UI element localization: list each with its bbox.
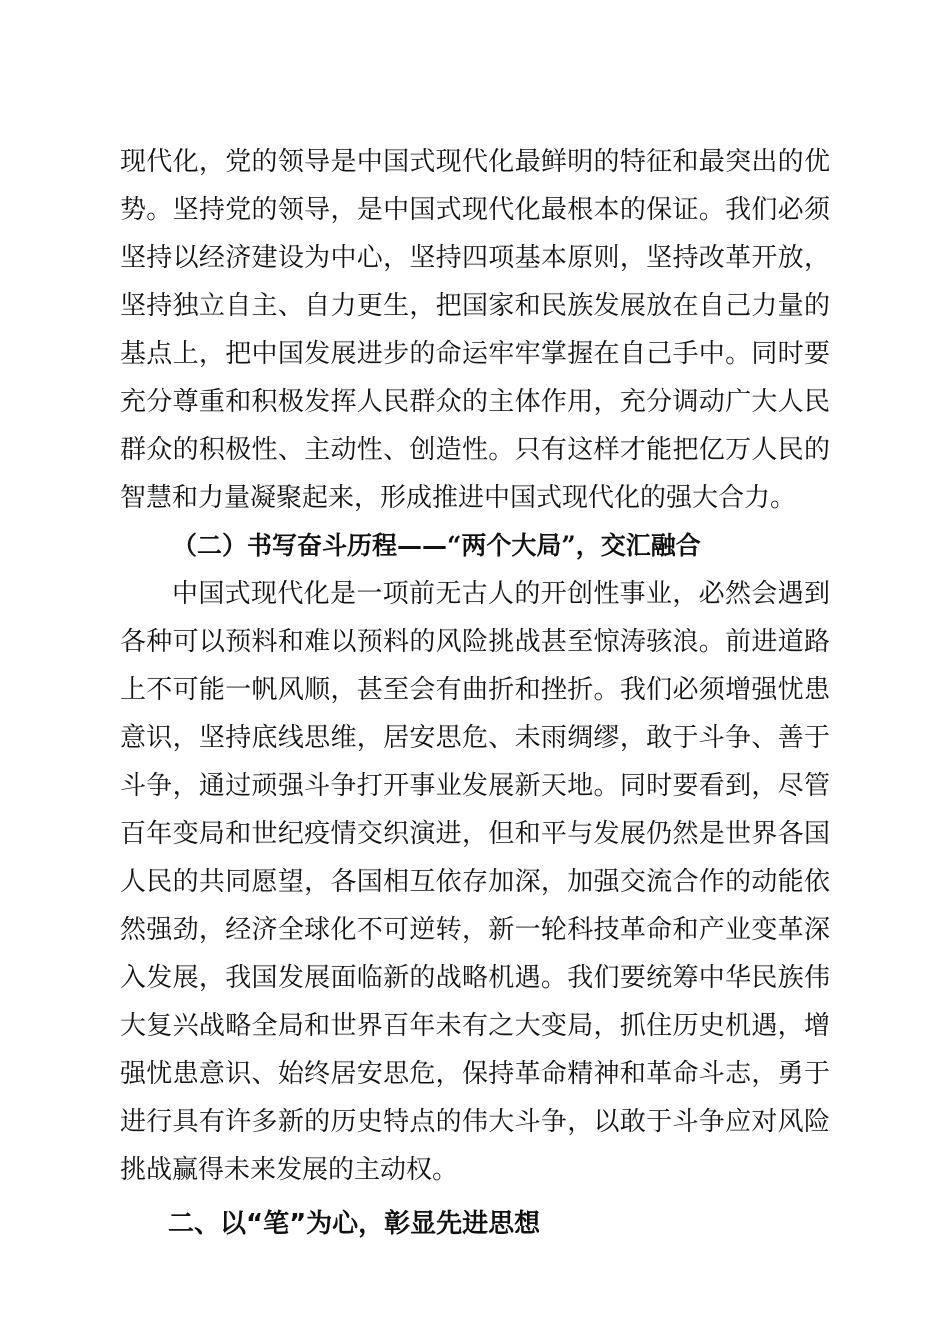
paragraph-2-line-6: 百年变局和世纪疫情交织演进，但和平与发展仍然是世界各国 (120, 819, 830, 849)
paragraph-2-line-9: 入发展，我国发展面临新的战略机遇。我们要统筹中华民族伟 (120, 963, 830, 993)
paragraph-1-line-4: 坚持独立自主、自力更生，把国家和民族发展放在自己力量的 (120, 291, 830, 321)
paragraph-1-line-5: 基点上，把中国发展进步的命运牢牢掌握在自己手中。同时要 (120, 339, 830, 369)
paragraph-1-line-6: 充分尊重和积极发挥人民群众的主体作用，充分调动广大人民 (120, 387, 830, 417)
paragraph-1-line-8: 智慧和力量凝聚起来，形成推进中国式现代化的强大合力。 (120, 483, 797, 513)
paragraph-2-line-7: 人民的共同愿望，各国相互依存加深，加强交流合作的动能依 (120, 867, 830, 897)
paragraph-1-line-3: 坚持以经济建设为中心，坚持四项基本原则，坚持改革开放， (120, 243, 830, 273)
paragraph-2-line-8: 然强劲，经济全球化不可逆转，新一轮科技革命和产业变革深 (120, 915, 830, 945)
paragraph-2-line-13: 挑战赢得未来发展的主动权。 (120, 1155, 459, 1185)
section-subheading: （二）书写奋斗历程——“两个大局”，交汇融合 (172, 531, 701, 560)
paragraph-2-line-11: 强忧患意识、始终居安思危，保持革命精神和革命斗志，勇于 (120, 1059, 830, 1089)
section-heading: 二、以“笔”为心，彰显先进思想 (168, 1209, 541, 1239)
paragraph-2-line-10: 大复兴战略全局和世界百年未有之大变局，抓住历史机遇，增 (120, 1011, 830, 1041)
paragraph-2-line-2: 各种可以预料和难以预料的风险挑战甚至惊涛骇浪。前进道路 (120, 627, 830, 657)
paragraph-2-line-1: 中国式现代化是一项前无古人的开创性事业，必然会遇到 (172, 579, 830, 609)
paragraph-2-line-5: 斗争，通过顽强斗争打开事业发展新天地。同时要看到，尽管 (120, 771, 830, 801)
paragraph-2-line-12: 进行具有许多新的历史特点的伟大斗争，以敢于斗争应对风险 (120, 1107, 830, 1137)
paragraph-2-line-4: 意识，坚持底线思维，居安思危、未雨绸缪，敢于斗争、善于 (120, 723, 830, 753)
paragraph-1-line-2: 势。坚持党的领导，是中国式现代化最根本的保证。我们必须 (120, 195, 830, 225)
paragraph-1-line-7: 群众的积极性、主动性、创造性。只有这样才能把亿万人民的 (120, 435, 830, 465)
paragraph-1-line-1: 现代化，党的领导是中国式现代化最鲜明的特征和最突出的优 (120, 147, 830, 177)
paragraph-2-line-3: 上不可能一帆风顺，甚至会有曲折和挫折。我们必须增强忧患 (120, 675, 830, 705)
